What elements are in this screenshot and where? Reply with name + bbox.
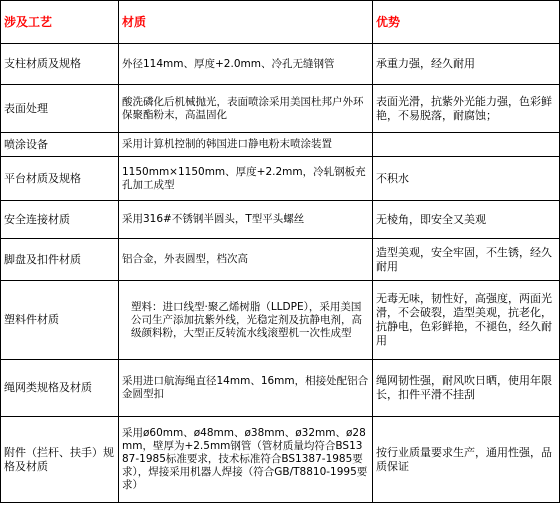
table-row: [1, 157, 560, 201]
row-item: 附件（拦杆、扶手）规格及材质: [1, 417, 119, 503]
row-advantage: 承重力强，经久耐用: [373, 44, 560, 85]
row-material: 塑料：进口线型·聚乙烯树脂（LLDPE），采用美国公司生产添加抗紫外线，光稳定剂及抗静电剂，高级颜料粉，大型正反转流水线滚塑机一次性成型: [119, 281, 373, 360]
row-advantage: 无棱角，即安全又美观: [373, 201, 560, 239]
table-row: [1, 85, 560, 133]
row-material: 铝合金，外表圆型，档次高: [119, 239, 373, 281]
row-item: 平台材质及规格: [1, 157, 119, 201]
row-advantage: 造型美观，安全牢固，不生锈，经久耐用: [373, 239, 560, 281]
table-row: [1, 360, 560, 417]
row-item: 支柱材质及规格: [1, 44, 119, 85]
row-item: 安全连接材质: [1, 201, 119, 239]
row-material: 外径114mm、厚度+2.0mm、冷孔无缝钢管: [119, 44, 373, 85]
table-row: [1, 201, 560, 239]
row-material: 采用计算机控制的韩国进口静电粉末喷涂装置: [119, 133, 373, 157]
table-row: [1, 133, 560, 157]
row-material: 采用进口航海绳直径14mm、16mm，相接处配铝合金圆型扣: [119, 360, 373, 417]
table-row: [1, 239, 560, 281]
table-row: [1, 44, 560, 85]
header-row: [1, 1, 560, 44]
row-item: 绳网类规格及材质: [1, 360, 119, 417]
row-item: 表面处理: [1, 85, 119, 133]
header-process: 涉及工艺: [1, 1, 119, 44]
row-item: 喷涂设备: [1, 133, 119, 157]
row-material: 酸洗磷化后机械抛光，表面喷涂采用美国杜邦户外环保聚酯粉末，高温固化: [119, 85, 373, 133]
table-row: [1, 417, 560, 503]
row-advantage: 绳网韧性强，耐风吹日晒，使用年限长，扣件平滑不挂刮: [373, 360, 560, 417]
row-material: 1150mm×1150mm、厚度+2.2mm，冷轧钢板充孔加工成型: [119, 157, 373, 201]
header-advantage: 优势: [373, 1, 560, 44]
row-advantage: 表面光滑，抗紫外光能力强，色彩鲜艳，不易脱落，耐腐蚀；: [373, 85, 560, 133]
row-advantage: 无毒无味，韧性好，高强度，两面光滑，不会破裂，造型美观，抗老化，抗静电，色彩鲜艳，不褪色，经久耐用: [373, 281, 560, 360]
row-material: 采用ø60mm、ø48mm、ø38mm、ø32mm、ø28mm，壁厚为+2.5mm钢管（管材质量均符合BS1387-1985标准要求，技术标准符合BS1387-1985要求），焊接采用机器人焊接（符合GB/T8810-1995要求）: [119, 417, 373, 503]
row-material: 采用316#不锈钢半圆头，T型平头螺丝: [119, 201, 373, 239]
row-advantage: 不积水: [373, 157, 560, 201]
row-advantage: [373, 133, 560, 157]
header-material: 材质: [119, 1, 373, 44]
row-item: 塑料件材质: [1, 281, 119, 360]
row-item: 脚盘及扣件材质: [1, 239, 119, 281]
table-row: [1, 281, 560, 360]
row-advantage: 按行业质量要求生产，通用性强，品质保证: [373, 417, 560, 503]
